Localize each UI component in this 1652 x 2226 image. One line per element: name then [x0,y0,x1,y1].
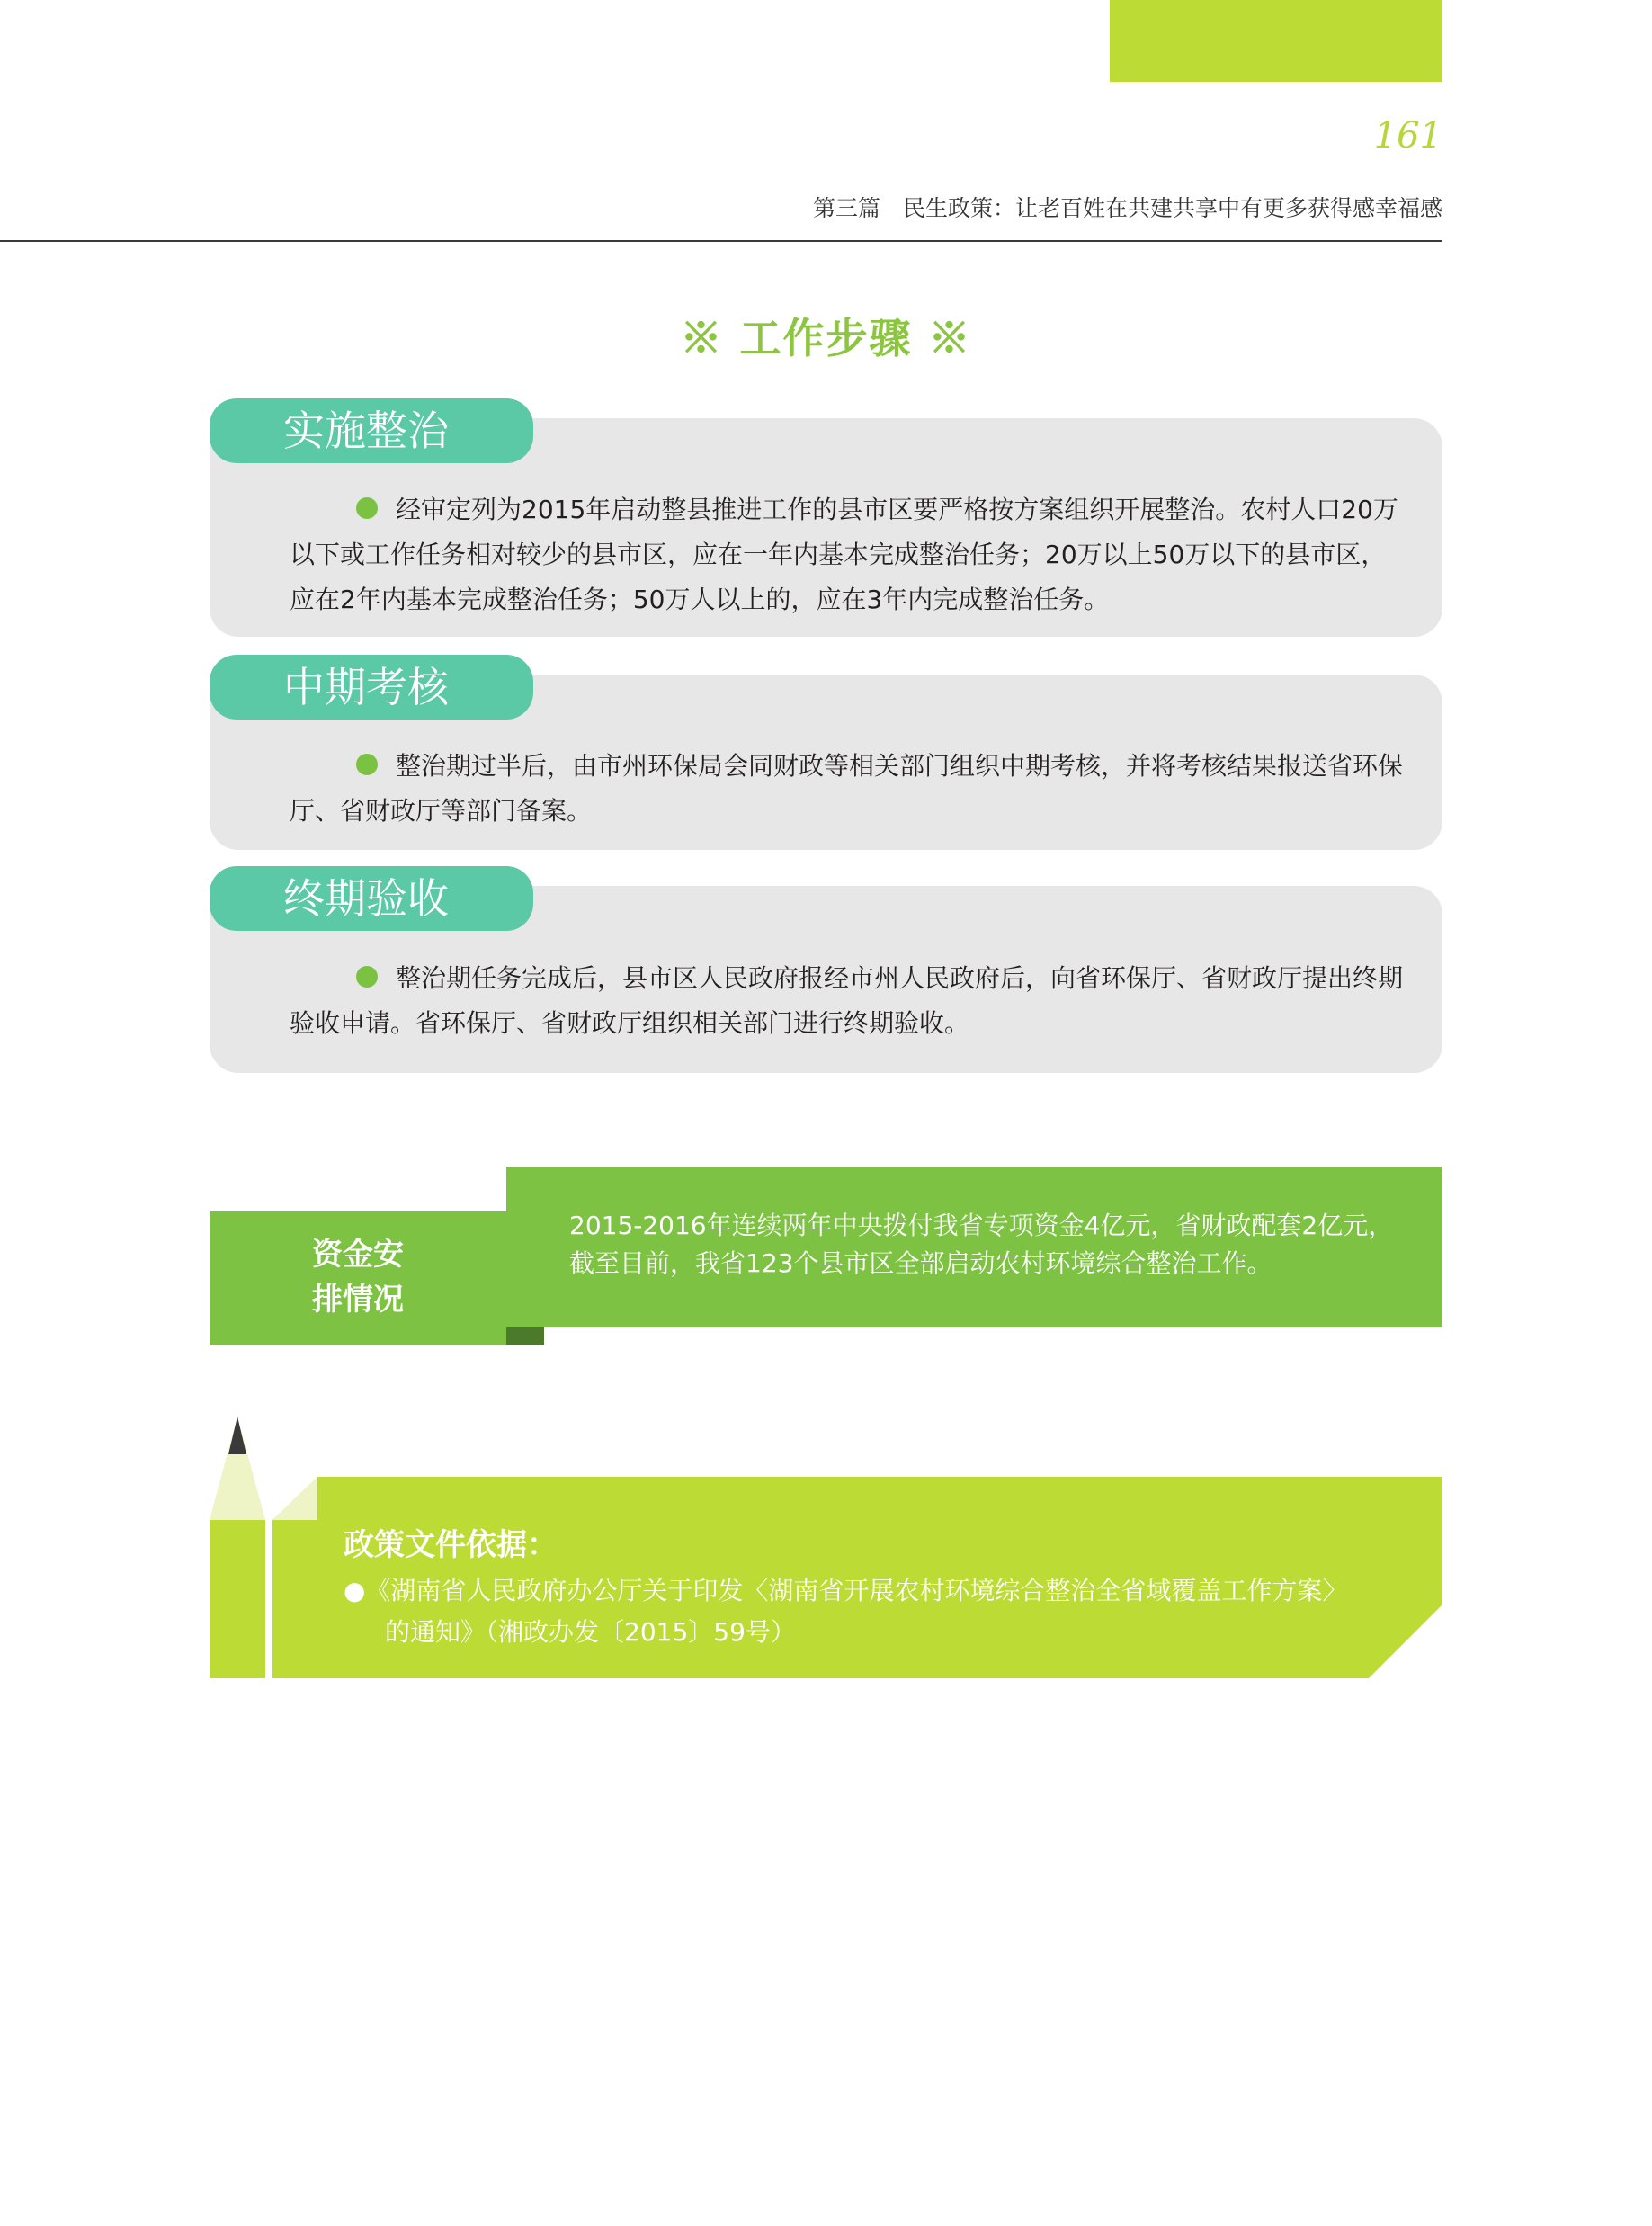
step-text-final-acceptance: 整治期任务完成后，县市区人民政府报经市州人民政府后，向省环保厅、省财政厅提出终期验收申请。省环保厅、省财政厅组织相关部门进行终期验收。 [290,963,1404,1038]
pencil-divider [265,1520,272,1678]
step-label: 实施整治 [283,407,449,455]
funding-label: 资金安 排情况 [312,1237,404,1318]
pencil-tip-icon [210,1417,265,1520]
pencil-body [210,1520,265,1678]
running-head: 第三篇 民生政策：让老百姓在共建共享中有更多获得感幸福感 [812,195,1442,221]
bullet-dot-icon [356,966,378,988]
policy-document-line1: ●《湖南省人民政府办公厅关于印发〈湖南省开展农村环境综合整治全省域覆盖工作方案〉 [344,1576,1348,1605]
section-title: ※ 工作步骤 ※ [680,314,972,362]
page-number: 161 [1373,115,1442,156]
bullet-dot-icon [356,497,378,519]
header-rule [0,240,1442,242]
funding-text: 2015-2016年连续两年中央拨付我省专项资金4亿元，省财政配套2亿元，截至目前，我省123个县市区全部启动农村环境综合整治工作。 [569,1211,1394,1278]
policy-document-line2: 的通知》（湘政办发〔2015〕59号） [385,1617,796,1647]
step-tab-implementation [210,398,533,463]
header-color-tab [1110,0,1442,82]
policy-title: 政策文件依据： [344,1527,558,1563]
step-label: 中期考核 [283,663,449,711]
step-tab-midterm [210,655,533,720]
step-text-implementation: 经审定列为2015年启动整县推进工作的县市区要严格按方案组织开展整治。农村人口20万以下或工作任务相对较少的县市区，应在一年内基本完成整治任务；20万以上50万以下的县市区，应在2年内基本完成整治任务；50万人以上的，应在3年内完成整治任务。 [290,495,1398,614]
step-text-midterm: 整治期过半后，由市州环保局会同财政等相关部门组织中期考核，并将考核结果报送省环保厅、省财政厅等部门备案。 [290,751,1404,826]
bullet-dot-icon [356,754,378,775]
step-tab-final-acceptance [210,866,533,931]
step-label: 终期验收 [283,874,449,923]
